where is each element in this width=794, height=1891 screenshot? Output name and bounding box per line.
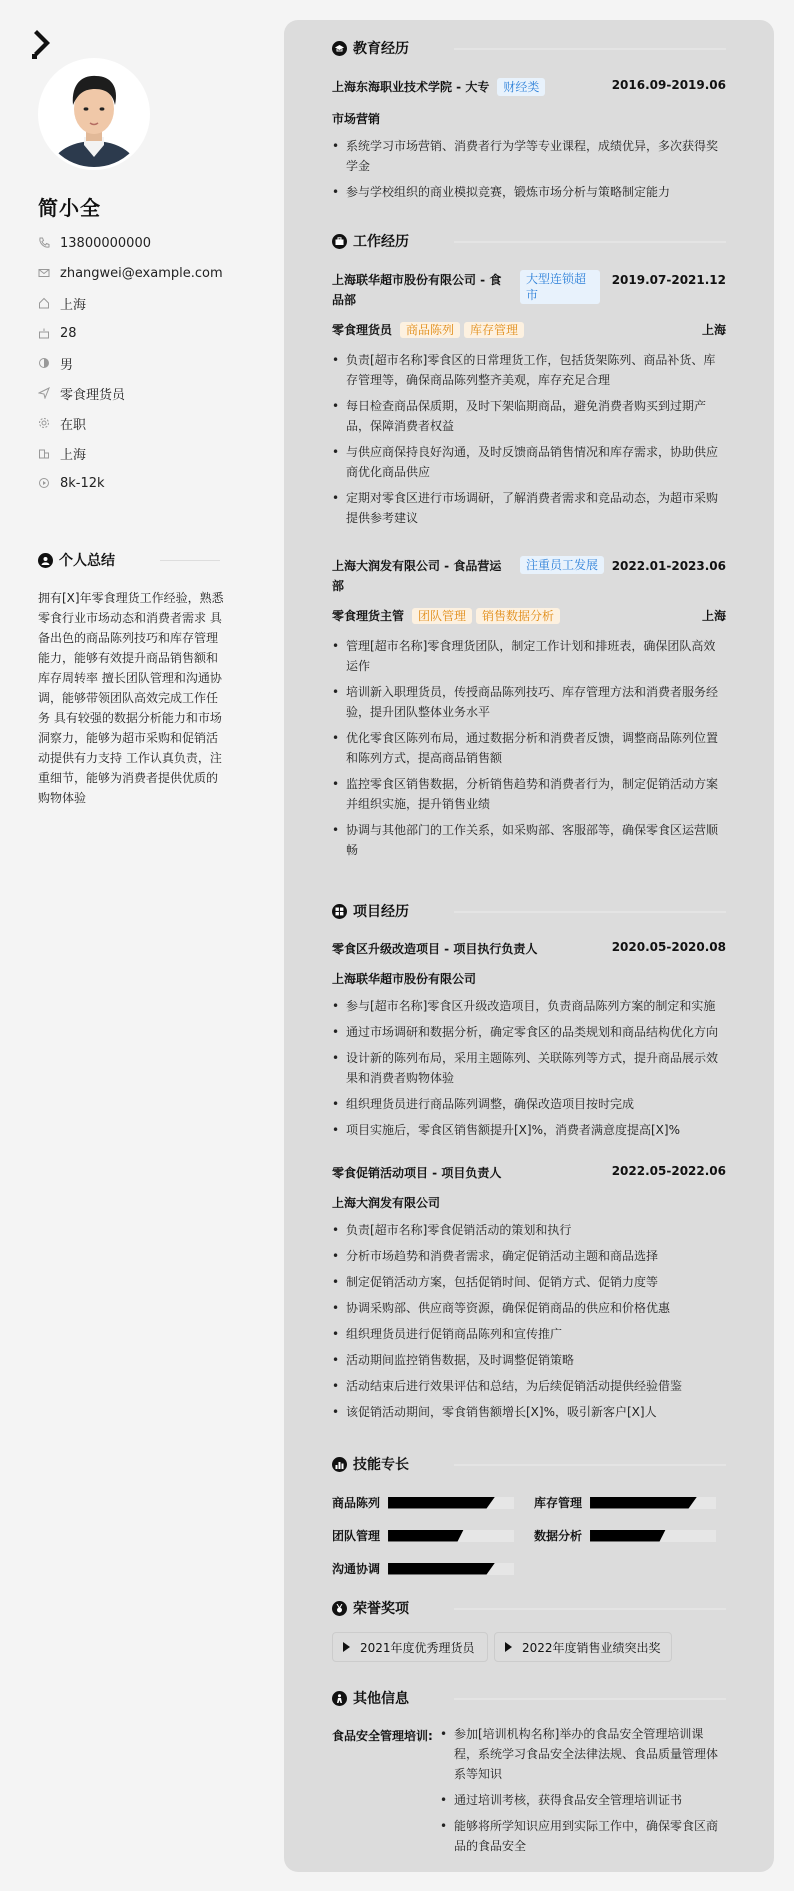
skill-bar	[590, 1530, 716, 1542]
honor-item[interactable]	[494, 1632, 672, 1662]
summary-title: 个人总结	[59, 553, 115, 569]
email-value: zhangwei@example.com	[60, 265, 223, 281]
project-bullets	[332, 1220, 726, 1428]
list-item: • 组织理货员进行商品陈列调整，确保改造项目按时完成	[332, 1094, 726, 1114]
list-item: • 与供应商保持良好沟通，及时反馈商品销售情况和库存需求，协助供应商优化商品供应	[332, 442, 726, 482]
job-city: 上海	[701, 323, 726, 337]
play-icon	[505, 1642, 512, 1652]
list-item: • 组织理货员进行促销商品陈列和宣传推广	[332, 1324, 726, 1344]
work-divider	[454, 241, 726, 243]
list-item: • 通过市场调研和数据分析，确定零食区的品类规划和商品结构优化方向	[332, 1022, 726, 1042]
graduation-cap-icon	[332, 41, 347, 56]
list-item: • 项目实施后，零食区销售额提升[X]%，消费者满意度提高[X]%	[332, 1120, 726, 1140]
skill-bar	[388, 1497, 514, 1509]
project-name: 零食促销活动项目 - 项目负责人	[332, 1166, 502, 1180]
gender-value: 男	[60, 357, 74, 373]
list-item: • 每日检查商品保质期，及时下架临期商品，避免消费者购买到过期产品，保障消费者权益	[332, 396, 726, 436]
info-hometown	[38, 288, 223, 318]
projects-divider	[454, 911, 726, 913]
info-gender	[38, 348, 223, 378]
list-item: • 制定促销活动方案，包括促销时间、促销方式、促销力度等	[332, 1272, 726, 1292]
list-item: • 通过培训考核，获得食品安全管理培训证书	[440, 1790, 726, 1810]
list-item: • 活动期间监控销售数据，及时调整促销策略	[332, 1350, 726, 1370]
training-label: 食品安全管理培训:	[332, 1729, 433, 1743]
project-header	[332, 940, 726, 957]
education-divider	[454, 48, 726, 50]
skill-bar	[590, 1497, 716, 1509]
skills-divider	[454, 1464, 726, 1466]
summary-heading	[38, 550, 156, 570]
skill-name: 商品陈列	[332, 1496, 381, 1510]
skill-bar	[388, 1530, 514, 1542]
honor-label: 2022年度销售业绩突出奖	[522, 1640, 661, 1655]
summary-text: 拥有[X]年零食理货工作经验，熟悉零食行业市场动态和消费者需求 具备出色的商品陈列技巧和库存管理能力，能够有效提升商品销售额和库存周转率 擅长团队管理和沟通协调，能够带领团队高效完成工作任务 具有较强的数据分析能力和市场洞察力，能够为超市采购和促销活动提供有力支持 工作认真负责，注重细节，能够为消费者提供优质的购物体验	[38, 591, 224, 805]
list-item: • 设计新的陈列布局，采用主题陈列、关联陈列等方式，提升商品展示效果和消费者购物体验	[332, 1048, 726, 1088]
work-heading	[332, 231, 409, 251]
list-item: • 能够将所学知识应用到实际工作中，确保零食区商品的食品安全	[440, 1816, 726, 1856]
job-header	[332, 270, 726, 310]
honors-divider	[454, 1608, 726, 1610]
project-org: 上海联华超市股份有限公司	[332, 972, 477, 986]
skill-tag: 库存管理	[464, 322, 524, 338]
city-value: 上海	[60, 447, 87, 463]
list-item: • 参与学校组织的商业模拟竞赛，锻炼市场分析与策略制定能力	[332, 182, 726, 202]
list-item: • 优化零食区陈列布局，通过数据分析和消费者反馈，调整商品陈列位置和陈列方式，提高商品销售额	[332, 728, 726, 768]
job-city: 上海	[701, 609, 726, 623]
skill-item	[534, 1494, 716, 1511]
skill-name: 数据分析	[534, 1529, 583, 1543]
projects-heading	[332, 901, 409, 921]
list-item: • 该促销活动期间，零食销售额增长[X]%，吸引新客户[X]人	[332, 1402, 726, 1422]
skill-name: 团队管理	[332, 1529, 381, 1543]
info-age	[38, 318, 223, 348]
list-item: • 协调与其他部门的工作关系，如采购部、客服部等，确保零食区运营顺畅	[332, 820, 726, 860]
skill-item	[534, 1527, 716, 1544]
phone-value: 13800000000	[60, 235, 151, 251]
education-title: 教育经历	[353, 41, 409, 57]
project-date: 2022.05-2022.06	[611, 1164, 726, 1178]
status-icon	[38, 417, 50, 429]
job-header	[332, 556, 726, 596]
salary-value: 8k-12k	[60, 475, 105, 491]
user-icon	[38, 553, 53, 568]
training-bullets	[440, 1724, 726, 1862]
education-bullets	[332, 136, 726, 208]
age-icon	[38, 327, 50, 339]
job-role: 零食理货员	[332, 323, 393, 337]
skill-bar-fill	[388, 1563, 495, 1575]
resume-main-panel	[284, 20, 774, 1872]
list-item: • 参加[培训机构名称]举办的食品安全管理培训课程，系统学习食品安全法律法规、食品质量管理体系等知识	[440, 1724, 726, 1784]
briefcase-icon	[332, 234, 347, 249]
job-bullets	[332, 636, 726, 866]
info-email	[38, 258, 223, 288]
logo-icon	[32, 28, 54, 60]
info-phone	[38, 228, 223, 258]
list-item: • 活动结束后进行效果评估和总结，为后续促销活动提供经验借鉴	[332, 1376, 726, 1396]
hometown-value: 上海	[60, 297, 87, 313]
school-name: 上海东海职业技术学院 - 大专	[332, 80, 490, 94]
job-role-row	[332, 607, 726, 624]
list-item: • 协调采购部、供应商等资源，确保促销商品的供应和价格优惠	[332, 1298, 726, 1318]
grid-icon	[332, 904, 347, 919]
skills-heading	[332, 1454, 409, 1474]
medal-icon	[332, 1601, 347, 1616]
list-item: • 分析市场趋势和消费者需求，确定促销活动主题和商品选择	[332, 1246, 726, 1266]
list-item: • 培训新入职理货员，传授商品陈列技巧、库存管理方法和消费者服务经验，提升团队整体业务水平	[332, 682, 726, 722]
project-name: 零食区升级改造项目 - 项目执行负责人	[332, 942, 538, 956]
age-value: 28	[60, 325, 77, 341]
job-role: 零食理货主管	[332, 609, 405, 623]
candidate-name: 简小全	[38, 196, 101, 220]
other-heading	[332, 1688, 409, 1708]
contact-info-list	[38, 228, 223, 498]
city-icon	[38, 447, 50, 459]
honor-item[interactable]	[332, 1632, 488, 1662]
skill-item	[332, 1527, 514, 1544]
company-name: 上海联华超市股份有限公司 - 食品部	[332, 273, 502, 307]
skill-bar-fill	[388, 1497, 495, 1509]
bar-chart-icon	[332, 1457, 347, 1472]
projects-title: 项目经历	[353, 904, 409, 920]
project-header	[332, 1164, 726, 1181]
job-intention-icon	[38, 387, 50, 399]
list-item: • 负责[超市名称]零食区的日常理货工作，包括货架陈列、商品补货、库存管理等，确保商品陈列整齐美观，库存充足合理	[332, 350, 726, 390]
education-date: 2016.09-2019.06	[611, 78, 726, 92]
home-icon	[38, 297, 50, 309]
list-item: • 管理[超市名称]零食理货团队，制定工作计划和排班表，确保团队高效运作	[332, 636, 726, 676]
project-date: 2020.05-2020.08	[611, 940, 726, 954]
honor-label: 2021年度优秀理货员	[360, 1640, 475, 1655]
other-title: 其他信息	[353, 1691, 409, 1707]
gender-icon	[38, 357, 50, 369]
salary-icon	[38, 477, 50, 489]
play-icon	[343, 1642, 350, 1652]
job-bullets	[332, 350, 726, 534]
status-value: 在职	[60, 417, 87, 433]
avatar	[38, 58, 150, 170]
list-item: • 监控零食区销售数据，分析销售趋势和消费者行为，制定促销活动方案并组织实施，提升销售业绩	[332, 774, 726, 814]
email-icon	[38, 267, 50, 279]
skill-bar	[388, 1563, 514, 1575]
job-intention-value: 零食理货员	[60, 387, 126, 403]
company-tag: 大型连锁超市	[520, 270, 600, 304]
other-divider	[454, 1698, 726, 1700]
person-icon	[332, 1691, 347, 1706]
skill-tag: 商品陈列	[400, 322, 460, 338]
work-title: 工作经历	[353, 234, 409, 250]
project-bullets	[332, 996, 726, 1146]
job-date: 2019.07-2021.12	[611, 273, 726, 287]
summary-divider	[160, 560, 220, 561]
skill-bar-fill	[590, 1497, 697, 1509]
project-org: 上海大润发有限公司	[332, 1196, 441, 1210]
phone-icon	[38, 237, 50, 249]
skill-name: 沟通协调	[332, 1562, 381, 1576]
job-date: 2022.01-2023.06	[611, 559, 726, 573]
list-item: • 负责[超市名称]零食促销活动的策划和执行	[332, 1220, 726, 1240]
info-salary	[38, 468, 223, 498]
company-name: 上海大润发有限公司 - 食品营运部	[332, 559, 502, 593]
list-item: • 系统学习市场营销、消费者行为学等专业课程，成绩优异，多次获得奖学金	[332, 136, 726, 176]
school-tag: 财经类	[497, 78, 545, 96]
skills-title: 技能专长	[353, 1457, 409, 1473]
education-heading	[332, 38, 409, 58]
info-job-intention	[38, 378, 223, 408]
skill-tag: 团队管理	[412, 608, 472, 624]
honors-heading	[332, 1598, 409, 1618]
education-major: 市场营销	[332, 112, 381, 126]
skill-item	[332, 1560, 514, 1577]
info-status	[38, 408, 223, 438]
skill-name: 库存管理	[534, 1496, 583, 1510]
info-city	[38, 438, 223, 468]
skill-bar-fill	[590, 1530, 666, 1542]
honors-title: 荣誉奖项	[353, 1601, 409, 1617]
education-entry-header	[332, 78, 726, 96]
list-item: • 定期对零食区进行市场调研，了解消费者需求和竞品动态，为超市采购提供参考建议	[332, 488, 726, 528]
skill-tag: 销售数据分析	[476, 608, 560, 624]
list-item: • 参与[超市名称]零食区升级改造项目，负责商品陈列方案的制定和实施	[332, 996, 726, 1016]
job-role-row	[332, 321, 726, 338]
skill-item	[332, 1494, 514, 1511]
company-tag: 注重员工发展	[520, 556, 604, 574]
skill-bar-fill	[388, 1530, 464, 1542]
